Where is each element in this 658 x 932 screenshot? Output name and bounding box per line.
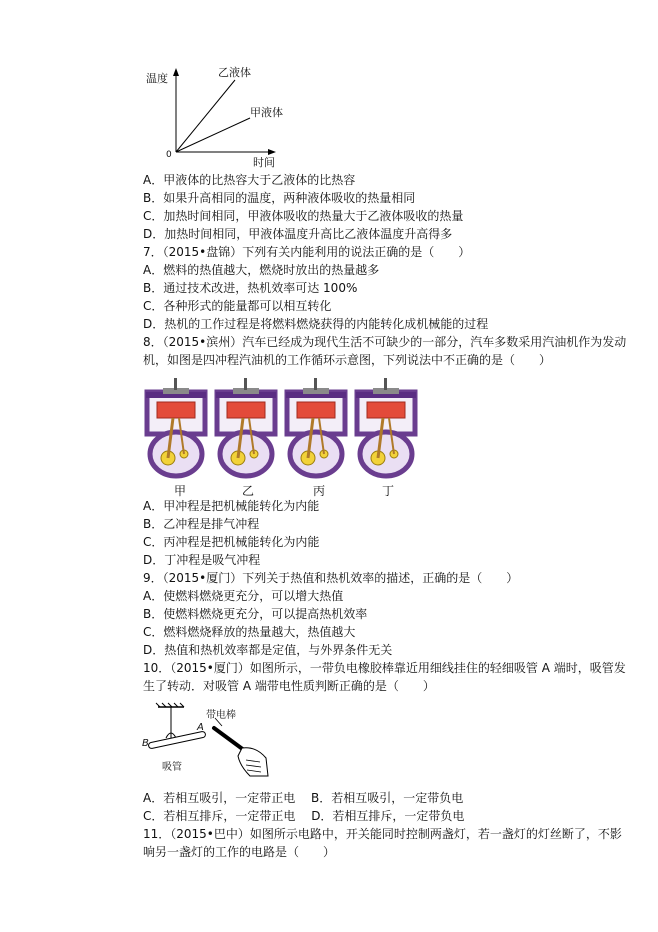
q7-stem: 7．（2015•盘锦）下列有关内能利用的说法正确的是（ ） bbox=[143, 245, 471, 259]
q8-option-c: C．丙冲程是把机械能转化为内能 bbox=[143, 535, 320, 549]
q6-option-b: B．如果升高相同的温度，两种液体吸收的热量相同 bbox=[143, 191, 416, 205]
engine-bing bbox=[286, 378, 346, 476]
q6-option-a: A．甲液体的比热容大于乙液体的比热容 bbox=[143, 173, 356, 187]
straw-rod-figure bbox=[140, 702, 275, 782]
q10-options-row1: A．若相互吸引，一定带正电 B．若相互吸引，一定带负电 bbox=[143, 791, 464, 805]
engine-jia bbox=[146, 378, 206, 476]
engine-label-yi: 乙 bbox=[242, 484, 255, 498]
engine-strokes-figure bbox=[143, 378, 423, 498]
hand bbox=[238, 748, 268, 776]
engine-label-bing: 丙 bbox=[313, 484, 326, 498]
line-yi bbox=[176, 80, 235, 152]
q9-option-a: A．使燃料燃烧更充分，可以增大热值 bbox=[143, 589, 344, 603]
q8-option-a: A．甲冲程是把机械能转化为内能 bbox=[143, 499, 320, 513]
q6-option-d: D．加热时间相同，甲液体温度升高比乙液体温度升高得多 bbox=[143, 227, 453, 241]
engine-label-ding: 丁 bbox=[382, 484, 395, 498]
graph-y-label: 温度 bbox=[146, 72, 168, 85]
engine-label-jia: 甲 bbox=[174, 484, 187, 498]
q11-stem-line2: 响另一盏灯的工作的电路是（ ） bbox=[143, 845, 336, 859]
q9-option-c: C．燃料燃烧释放的热量越大，热值越大 bbox=[143, 625, 356, 639]
label-charged-rod: 带电棒 bbox=[206, 710, 236, 721]
engine-ding bbox=[356, 378, 416, 476]
q10-options-row2: C．若相互排斥，一定带正电 D．若相互排斥，一定带负电 bbox=[143, 809, 465, 823]
q8-stem-line2: 机，如图是四冲程汽油机的工作循环示意图，下列说法中不正确的是（ ） bbox=[143, 353, 552, 367]
q8-option-d: D．丁冲程是吸气冲程 bbox=[143, 553, 261, 567]
label-end-a: A bbox=[197, 722, 204, 733]
q6-option-c: C．加热时间相同，甲液体吸收的热量大于乙液体吸收的热量 bbox=[143, 209, 464, 223]
q10-stem-line2: 生了转动．对吸管 A 端带电性质判断正确的是（ ） bbox=[143, 679, 435, 693]
engine-yi bbox=[216, 378, 276, 476]
q7-option-a: A．燃料的热值越大，燃烧时放出的热量越多 bbox=[143, 263, 380, 277]
q8-option-b: B．乙冲程是排气冲程 bbox=[143, 517, 260, 531]
label-straw: 吸管 bbox=[162, 762, 182, 773]
graph-line-yi-label: 乙液体 bbox=[218, 66, 251, 79]
graph-x-label: 时间 bbox=[253, 156, 275, 169]
label-end-b: B bbox=[142, 738, 149, 749]
q9-stem: 9．（2015•厦门）下列关于热值和热机效率的描述，正确的是（ ） bbox=[143, 571, 519, 585]
q10-stem-line1: 10．（2015•厦门）如图所示，一带负电橡胶棒靠近用细线挂住的轻细吸管 A 端时，吸管发 bbox=[143, 661, 626, 675]
straw bbox=[148, 731, 206, 749]
q7-option-b: B．通过技术改进，热机效率可达 100% bbox=[143, 281, 358, 295]
line-jia bbox=[176, 118, 250, 152]
q9-option-d: D．热值和热机效率都是定值，与外界条件无关 bbox=[143, 643, 393, 657]
q11-stem-line1: 11．（2015•巴中）如图所示电路中，开关能同时控制两盏灯，若一盏灯的灯丝断了，不影 bbox=[143, 827, 622, 841]
q9-option-b: B．使燃料燃烧更充分，可以提高热机效率 bbox=[143, 607, 368, 621]
graph-origin: 0 bbox=[166, 150, 172, 160]
q7-option-d: D．热机的工作过程是将燃料燃烧获得的内能转化成机械能的过程 bbox=[143, 317, 489, 331]
q7-option-c: C．各种形式的能量都可以相互转化 bbox=[143, 299, 332, 313]
temperature-time-graph bbox=[140, 62, 290, 172]
graph-line-jia-label: 甲液体 bbox=[250, 106, 283, 119]
q8-stem-line1: 8．（2015•滨州）汽车已经成为现代生活不可缺少的一部分，汽车多数采用汽油机作为发动 bbox=[143, 335, 627, 349]
y-axis-arrow bbox=[173, 68, 179, 76]
